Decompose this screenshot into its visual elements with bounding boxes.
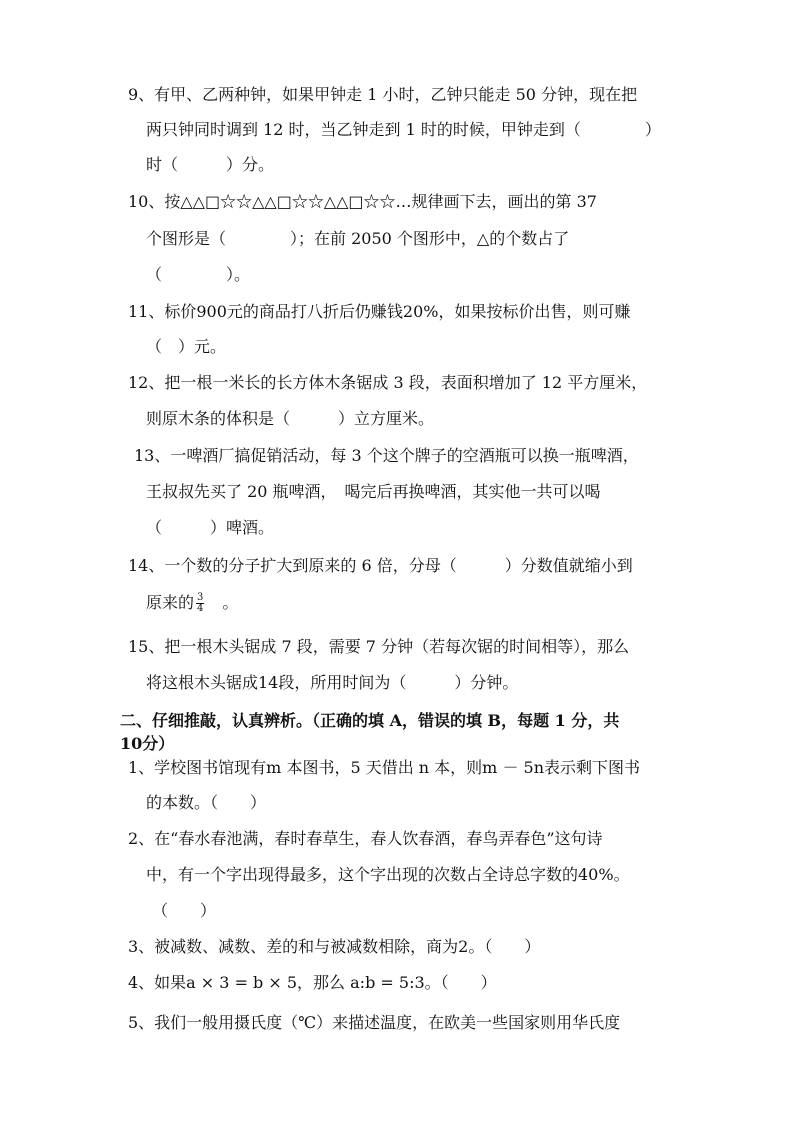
- q10-line-2: 个图形是（ ）；在前 2050 个图形中，△的个数占了: [146, 229, 570, 248]
- j2-line-1: 2、在“春水春池满，春时春草生，春人饮春酒，春鸟弄春色”这句诗: [128, 829, 603, 848]
- section-2-heading-line-1: 二、仔细推敲，认真辨析。（正确的填 A，错误的填 B，每题 1 分，共: [120, 711, 620, 730]
- q10-line-3: （ ）。: [146, 265, 251, 284]
- fraction-denominator: 4: [197, 603, 204, 614]
- q10-line-1: 10、按△△□☆☆△△□☆☆△△□☆☆…规律画下去，画出的第 37: [128, 192, 597, 211]
- j2-line-2: 中，有一个字出现得最多，这个字出现的次数占全诗总字数的40%。: [146, 865, 630, 884]
- q14-line-2: [146, 592, 238, 614]
- q14-line-2-suffix: 。: [206, 593, 239, 612]
- three-quarters-fraction: [196, 593, 204, 614]
- q11-line-2: （ ）元。: [146, 337, 227, 356]
- fraction-numerator: 3: [197, 592, 204, 603]
- q15-line-2: 将这根木头锯成14段，所用时间为（ ）分钟。: [146, 673, 519, 692]
- section-2-heading-line-2: 10分）: [120, 734, 175, 753]
- j2-line-3: （ ）: [152, 901, 217, 920]
- q13-line-1: 13、一啤酒厂搞促销活动，每 3 个这个牌子的空酒瓶可以换一瓶啤酒，: [134, 446, 639, 465]
- q15-line-1: 15、把一根木头锯成 7 段，需要 7 分钟（若每次锯的时间相等），那么: [128, 637, 630, 656]
- j3-line-1: 3、被减数、减数、差的和与被减数相除，商为2。（ ）: [128, 937, 541, 956]
- q9-line-1: 9、有甲、乙两种钟，如果甲钟走 1 小时，乙钟只能走 50 分钟，现在把: [128, 85, 638, 104]
- j1-line-1: 1、学校图书馆现有m 本图书，5 天借出 n 本，则m － 5n表示剩下图书: [128, 758, 641, 777]
- q9-line-3: 时（ ）分。: [146, 155, 275, 174]
- q11-line-1: 11、标价900元的商品打八折后仍赚钱20%，如果按标价出售，则可赚: [128, 302, 631, 321]
- j5-line-1: 5、我们一般用摄氏度（℃）来描述温度，在欧美一些国家则用华氏度: [128, 1013, 621, 1032]
- q12-line-1: 12、把一根一米长的长方体木条锯成 3 段，表面积增加了 12 平方厘米，: [128, 373, 648, 392]
- q9-line-2: 两只钟同时调到 12 时，当乙钟走到 1 时的时候，甲钟走到（ ）: [146, 120, 661, 139]
- j4-line-1: 4、如果a × 3 = b × 5，那么 a:b = 5:3。（ ）: [128, 973, 497, 992]
- q12-line-2: 则原木条的体积是（ ）立方厘米。: [146, 409, 435, 428]
- q13-line-2: 王叔叔先买了 20 瓶啤酒， 喝完后再换啤酒，其实他一共可以喝: [146, 482, 601, 501]
- q13-line-3: （ ）啤酒。: [146, 518, 275, 537]
- q14-line-2-prefix: 原来的: [146, 593, 195, 612]
- q14-line-1: 14、一个数的分子扩大到原来的 6 倍，分母（ ）分数值就缩小到: [128, 556, 633, 575]
- j1-line-2: 的本数。（ ）: [146, 793, 267, 812]
